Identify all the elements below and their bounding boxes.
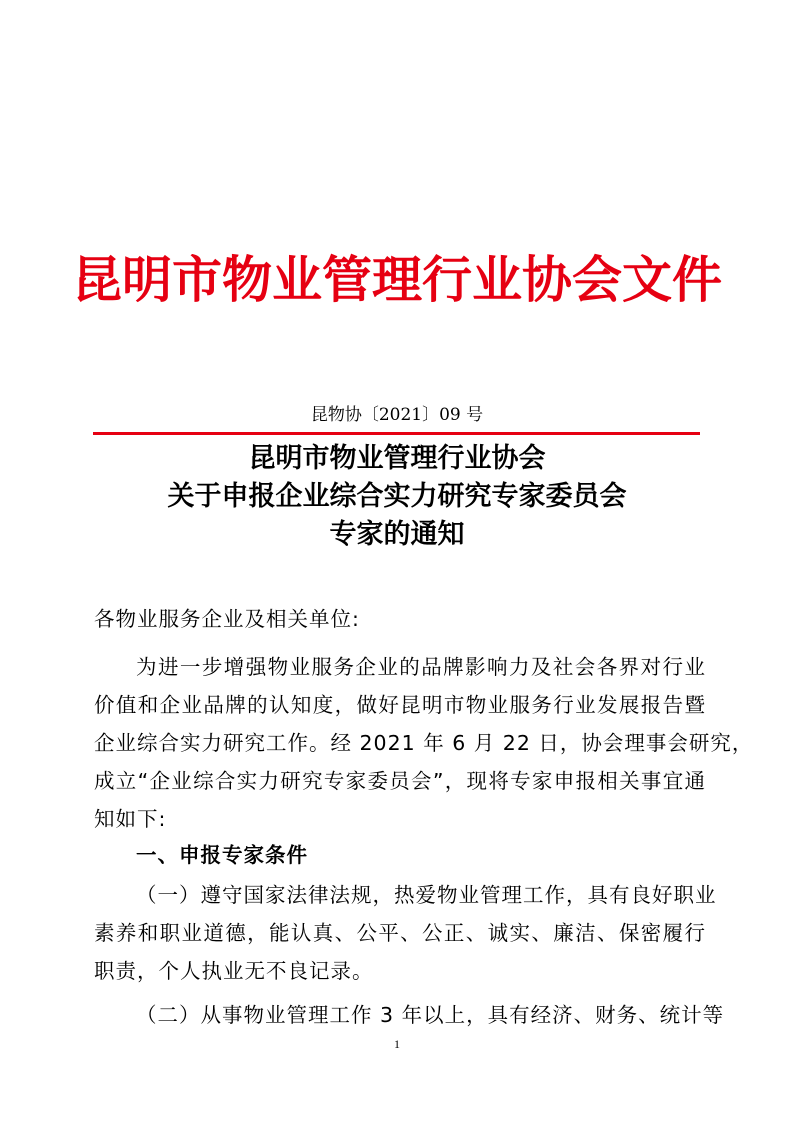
document-title-line-2: 关于申报企业综合实力研究专家委员会 bbox=[167, 481, 627, 512]
document-header-title: 昆明市物业管理行业协会文件 bbox=[72, 250, 722, 309]
paragraph-line: 知如下: bbox=[94, 807, 167, 831]
paragraph-condition-1 bbox=[94, 876, 717, 990]
paragraph-condition-2 bbox=[94, 996, 725, 1034]
page-number: 1 bbox=[394, 1037, 400, 1051]
document-title-line-3: 专家的通知 bbox=[329, 519, 465, 550]
salutation bbox=[94, 600, 706, 638]
document-title-line-1: 昆明市物业管理行业协会 bbox=[248, 443, 546, 474]
document-title bbox=[0, 440, 794, 554]
paragraph-line: 价值和企业品牌的认知度，做好昆明市物业服务行业发展报告暨 bbox=[94, 693, 706, 717]
paragraph-line: 素养和职业道德，能认真、公平、公正、诚实、廉洁、保密履行 bbox=[94, 921, 706, 945]
paragraph-line: 成立“企业综合实力研究专家委员会”，现将专家申报相关事宜通 bbox=[94, 769, 706, 793]
paragraph-line: 为进一步增强物业服务企业的品牌影响力及社会各界对行业 bbox=[136, 655, 706, 679]
paragraph-line: 职责，个人执业无不良记录。 bbox=[94, 959, 374, 983]
paragraph-intro bbox=[94, 648, 754, 838]
document-number: 昆物协〔2021〕09 号 bbox=[310, 405, 484, 425]
paragraph-line: （一）遵守国家法律法规，热爱物业管理工作，具有良好职业 bbox=[136, 883, 717, 907]
salutation-text: 各物业服务企业及相关单位: bbox=[94, 607, 360, 631]
paragraph-line: 企业综合实力研究工作。经 2021 年 6 月 22 日，协会理事会研究， bbox=[94, 731, 754, 755]
section-heading-1: 一、申报专家条件 bbox=[136, 843, 308, 867]
paragraph-line: （二）从事物业管理工作 3 年以上，具有经济、财务、统计等 bbox=[136, 1003, 725, 1027]
red-divider-line bbox=[93, 432, 700, 435]
